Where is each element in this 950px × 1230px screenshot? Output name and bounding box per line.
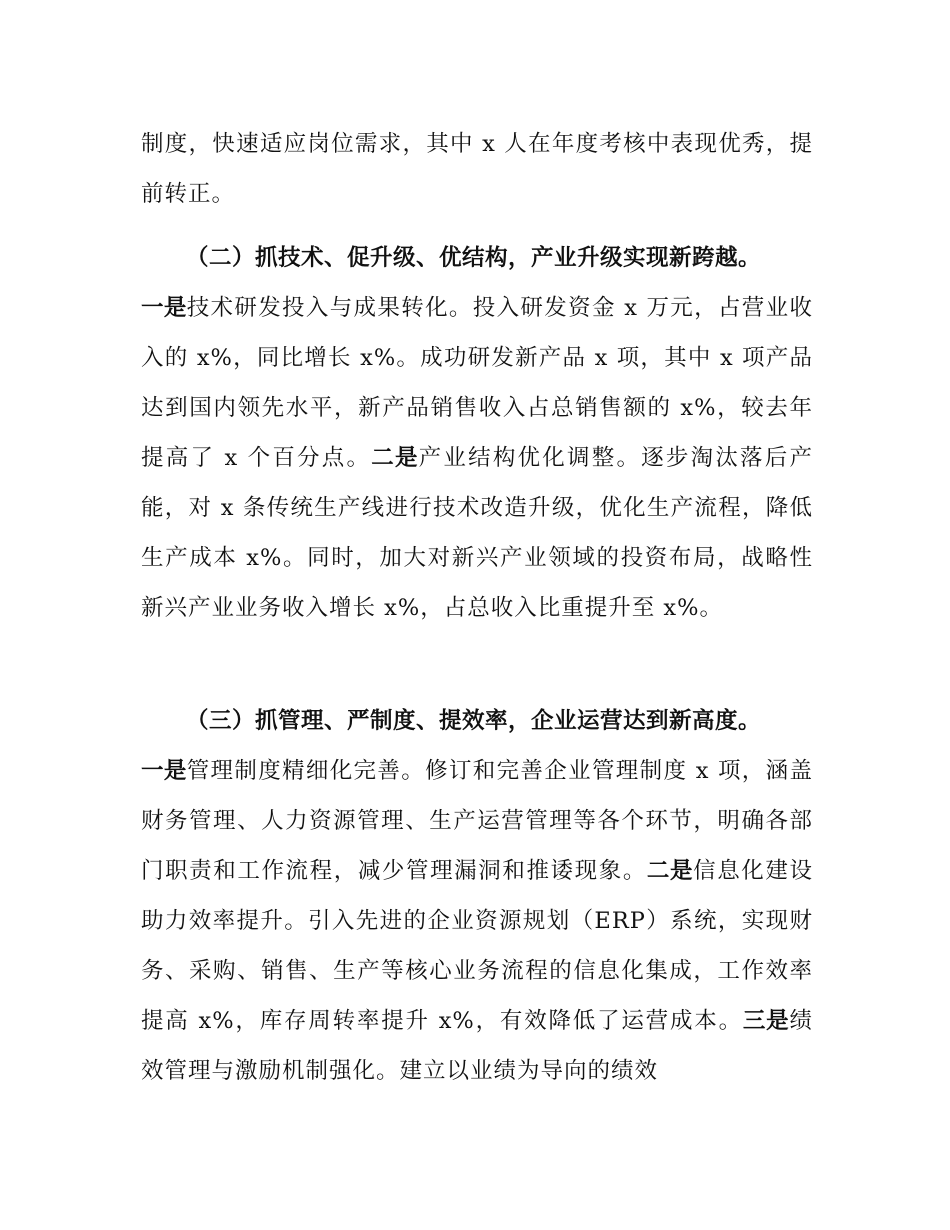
paragraph-1-text: 制度，快速适应岗位需求，其中 x 人在年度考核中表现优秀，提前转正。 <box>141 131 813 207</box>
section-2-heading: （二）抓技术、促升级、优结构，产业升级实现新跨越。 <box>186 245 762 271</box>
section-3-lead-2: 二是 <box>646 858 694 884</box>
section-3-lead-1: 一是 <box>141 758 187 784</box>
section-2-text-2: 产业结构优化调整。逐步淘汰落后产能，对 x 条传统生产线进行技术改造升级，优化生产流程，降低生产成本 x%。同时，加大对新兴产业领域的投资布局，战略性新兴产业业务收入增长 x%，占总收入比重提升至 x%。 <box>141 445 813 621</box>
section-3-text-3: 绩效管理与激励机制强化。建立以业绩为导向的绩效 <box>141 1008 813 1084</box>
section-3-lead-3: 三是 <box>742 1008 790 1034</box>
section-2 <box>141 233 813 633</box>
section-2-lead-1: 一是 <box>141 295 187 321</box>
section-3-body <box>141 746 813 1096</box>
section-2-text-1: 技术研发投入与成果转化。投入研发资金 x 万元，占营业收入的 x%，同比增长 x%。成功研发新产品 x 项，其中 x 项产品达到国内领先水平，新产品销售收入占总销售额的 x%，较去年提高了 x 个百分点。 <box>141 295 813 471</box>
section-2-lead-2: 二是 <box>371 445 419 471</box>
paragraph-1 <box>141 119 813 219</box>
section-3 <box>141 696 813 1096</box>
section-3-heading: （三）抓管理、严制度、提效率，企业运营达到新高度。 <box>186 708 762 734</box>
section-2-body <box>141 283 813 633</box>
section-3-text-1: 管理制度精细化完善。修订和完善企业管理制度 x 项，涵盖财务管理、人力资源管理、生产运营管理等各个环节，明确各部门职责和工作流程，减少管理漏洞和推诿现象。 <box>141 758 813 884</box>
section-3-text-2: 信息化建设助力效率提升。引入先进的企业资源规划（ERP）系统，实现财务、采购、销售、生产等核心业务流程的信息化集成，工作效率提高 x%，库存周转率提升 x%，有效降低了运营成本。 <box>141 858 813 1034</box>
